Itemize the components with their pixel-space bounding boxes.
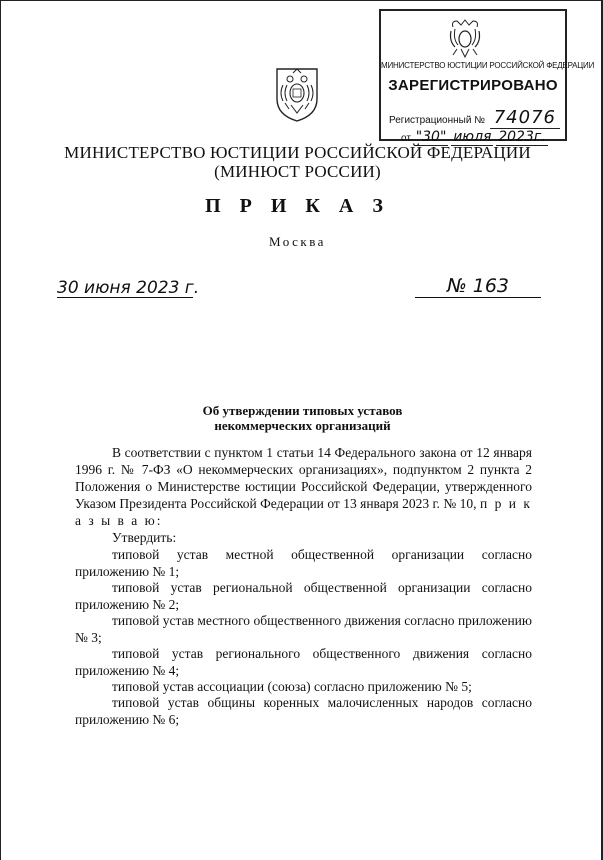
order-number-handwritten: № 163: [415, 275, 541, 298]
registration-stamp: [379, 9, 595, 145]
double-headed-eagle-icon: [447, 17, 483, 59]
preamble-text: В соответствии с пунктом 1 статьи 14 Федерального закона от 12 января 1996 г. № 7-ФЗ «О некоммерческих организациях», подпунктом 2 пункта 2 Положения о Министерстве юстиции Российской Федерации, утвержденного Указом Президента Российской Федерации от 13 января 2023 г. № 10,: [75, 445, 532, 511]
list-item: типовой устав местного общественного движения согласно приложению № 3;: [75, 613, 532, 645]
stamp-emblem: [447, 17, 483, 59]
list-item: типовой устав общины коренных малочисленных народов согласно приложению № 6;: [75, 695, 532, 727]
list-item: типовой устав региональной общественной организации согласно приложению № 2;: [75, 580, 532, 612]
double-headed-eagle-icon: [273, 63, 321, 123]
stamp-ministry-text: МИНИСТЕРСТВО ЮСТИЦИИ РОССИЙСКОЙ ФЕДЕРАЦИИ: [381, 61, 595, 70]
document-type-heading: П Р И К А З: [205, 195, 390, 217]
stamp-registered-text: ЗАРЕГИСТРИРОВАНО: [388, 77, 558, 94]
list-item: типовой устав местной общественной организации согласно приложению № 1;: [75, 547, 532, 579]
ministry-name: МИНИСТЕРСТВО ЮСТИЦИИ РОССИЙСКОЙ ФЕДЕРАЦИИ: [64, 143, 531, 162]
prikazyvayu-text: п р и к а з ы в а ю:: [75, 496, 532, 528]
stamp-date-year: 2023г.: [498, 129, 546, 145]
order-date-handwritten: 30 июня 2023 г.: [57, 278, 200, 298]
stamp-registration-number: [389, 107, 560, 128]
ministry-short-name: (МИНЮСТ РОССИИ): [214, 162, 381, 181]
stamp-date-month: июля: [453, 129, 492, 145]
preamble-paragraph: [75, 444, 532, 529]
order-title-line2: некоммерческих организаций: [214, 418, 391, 433]
stamp-date-prefix: от: [401, 133, 411, 144]
stamp-number-label: Регистрационный №: [389, 115, 485, 126]
order-body: [75, 444, 532, 727]
stamp-number-value: 74076: [490, 107, 560, 129]
order-title-line1: Об утверждении типовых уставов: [202, 403, 403, 418]
stamp-date-day: "30": [415, 129, 447, 145]
approve-label: Утвердить:: [112, 530, 177, 545]
list-item: типовой устав регионального общественного движения согласно приложению № 4;: [75, 646, 532, 678]
city-label: Москва: [269, 234, 326, 249]
coat-of-arms-emblem: [273, 63, 321, 123]
list-item: типовой устав ассоциации (союза) согласно приложению № 5;: [112, 679, 472, 694]
